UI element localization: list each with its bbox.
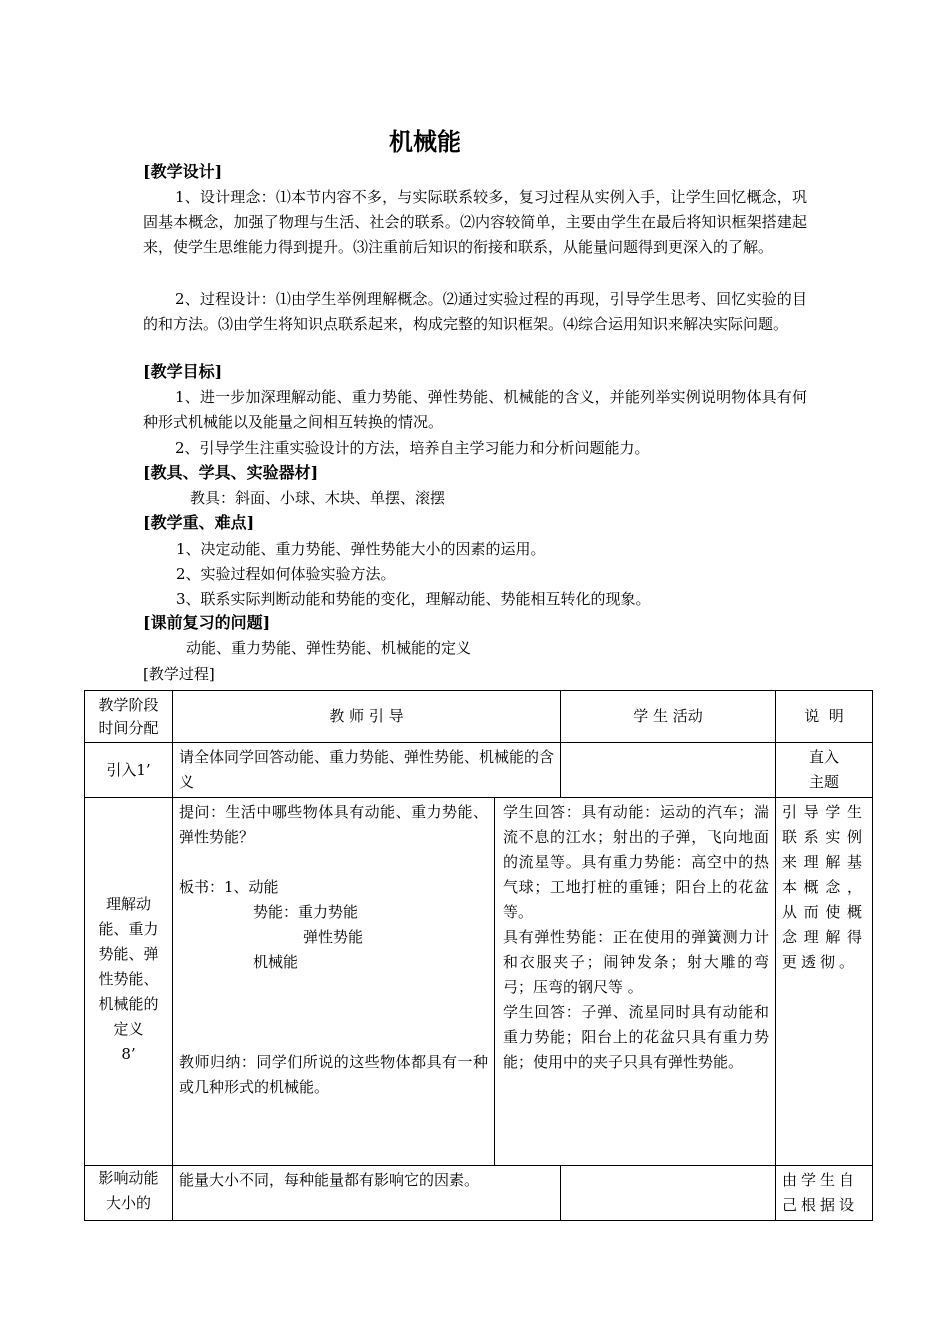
row3-student (561, 1166, 776, 1221)
row3-note: 由学生自己根据设 (776, 1166, 873, 1221)
key-point-2: 2、实验过程如何体验实验方法。 (176, 565, 396, 583)
heading-review: [课前复习的问题] (143, 613, 271, 632)
row2-note: 引导学生联系实例来理解基本概念，从而使概念理解得更透彻。 (776, 798, 873, 1166)
table-row (85, 798, 873, 1166)
teaching-process-table (84, 690, 873, 1221)
paragraph-text: 2、引导学生注重实验设计的方法，培养自主学习能力和分析问题能力。 (175, 439, 650, 457)
board-line-1: 板书：1、动能 (179, 878, 279, 896)
row2-stage: 理解动 能、重力 势能、弹 性势能、 机械能的 定义 8’ (85, 798, 173, 1166)
student-answer-1: 学生回答：具有动能：运动的汽车；湍流不息的江水；射出的子弹，飞向地面的流星等。具有重力势能：高空中的热气球；工地打桩的重锤；阳台上的花盆等。 (503, 803, 769, 921)
row3-stage: 影响动能 大小的 (85, 1166, 173, 1221)
heading-teaching-goals: [教学目标] (143, 362, 223, 381)
row2-teacher (173, 798, 495, 1166)
table-row (85, 743, 873, 798)
student-answer-3: 学生回答：子弹、流星同时具有动能和重力势能；阳台上的花盆只具有重力势能；使用中的夹子只具有弹性势能。 (503, 1003, 769, 1071)
paragraph-goal-1 (143, 385, 807, 435)
key-point-3: 3、联系实际判断动能和势能的变化，理解动能、势能相互转化的现象。 (176, 590, 651, 608)
board-line-2: 势能：重力势能 (253, 903, 359, 921)
board-line-3: 弹性势能 (303, 928, 364, 946)
paragraph-design-concept (143, 185, 807, 260)
row3-teacher: 能量大小不同，每种能量都有影响它的因素。 (173, 1166, 561, 1221)
header-teacher: 教 师 引 导 (173, 691, 561, 743)
page-title: 机械能 (389, 128, 461, 156)
teacher-question: 提问：生活中哪些物体具有动能、重力势能、弹性势能？ (179, 803, 488, 846)
paragraph-process-design (143, 287, 807, 337)
heading-teaching-design: [教学设计] (143, 162, 223, 181)
paragraph-text: 1、进一步加深理解动能、重力势能、弹性势能、机械能的含义，并能列举实例说明物体具有何种形式机械能以及能量之间相互转换的情况。 (143, 388, 807, 431)
row1-student (561, 743, 776, 798)
process-label: [教学过程] (143, 665, 215, 683)
key-point-1: 1、决定动能、重力势能、弹性势能大小的因素的运用。 (176, 540, 546, 558)
paragraph-text: 2、过程设计：⑴由学生举例理解概念。⑵通过实验过程的再现，引导学生思考、回忆实验的目的和方法。⑶由学生将知识点联系起来，构成完整的知识框架。⑷综合运用知识来解决实际问题。 (143, 290, 807, 333)
review-line: 动能、重力势能、弹性势能、机械能的定义 (186, 639, 472, 657)
board-line-4: 机械能 (253, 953, 299, 971)
header-note: 说 明 (776, 691, 873, 743)
teacher-summary: 教师归纳：同学们所说的这些物体都具有一种或几种形式的机械能。 (179, 1053, 488, 1096)
header-stage: 教学阶段 时间分配 (85, 691, 173, 743)
table-header-row (85, 691, 873, 743)
paragraph-goal-2 (143, 436, 807, 461)
row1-stage: 引入1’ (85, 743, 173, 798)
tools-line: 教具：斜面、小球、木块、单摆、滚摆 (190, 489, 446, 507)
row2-student (495, 798, 776, 1166)
table-row (85, 1166, 873, 1221)
student-answer-2: 具有弹性势能：正在使用的弹簧测力计和衣服夹子；闹钟发条；射大雕的弯弓；压弯的钢尺等 。 (503, 928, 769, 996)
row1-note: 直入 主题 (776, 743, 873, 798)
heading-key-points: [教学重、难点] (143, 513, 255, 532)
header-student: 学 生 活动 (561, 691, 776, 743)
paragraph-text: 1、设计理念：⑴本节内容不多，与实际联系较多，复习过程从实例入手，让学生回忆概念，巩固基本概念，加强了物理与生活、社会的联系。⑵内容较简单，主要由学生在最后将知识框架搭建起来，使学生思维能力得到提升。⑶注重前后知识的衔接和联系，从能量问题得到更深入的了解。 (143, 188, 807, 256)
row1-teacher: 请全体同学回答动能、重力势能、弹性势能、机械能的含义 (173, 743, 561, 798)
heading-tools: [教具、学具、实验器材] (143, 463, 319, 482)
